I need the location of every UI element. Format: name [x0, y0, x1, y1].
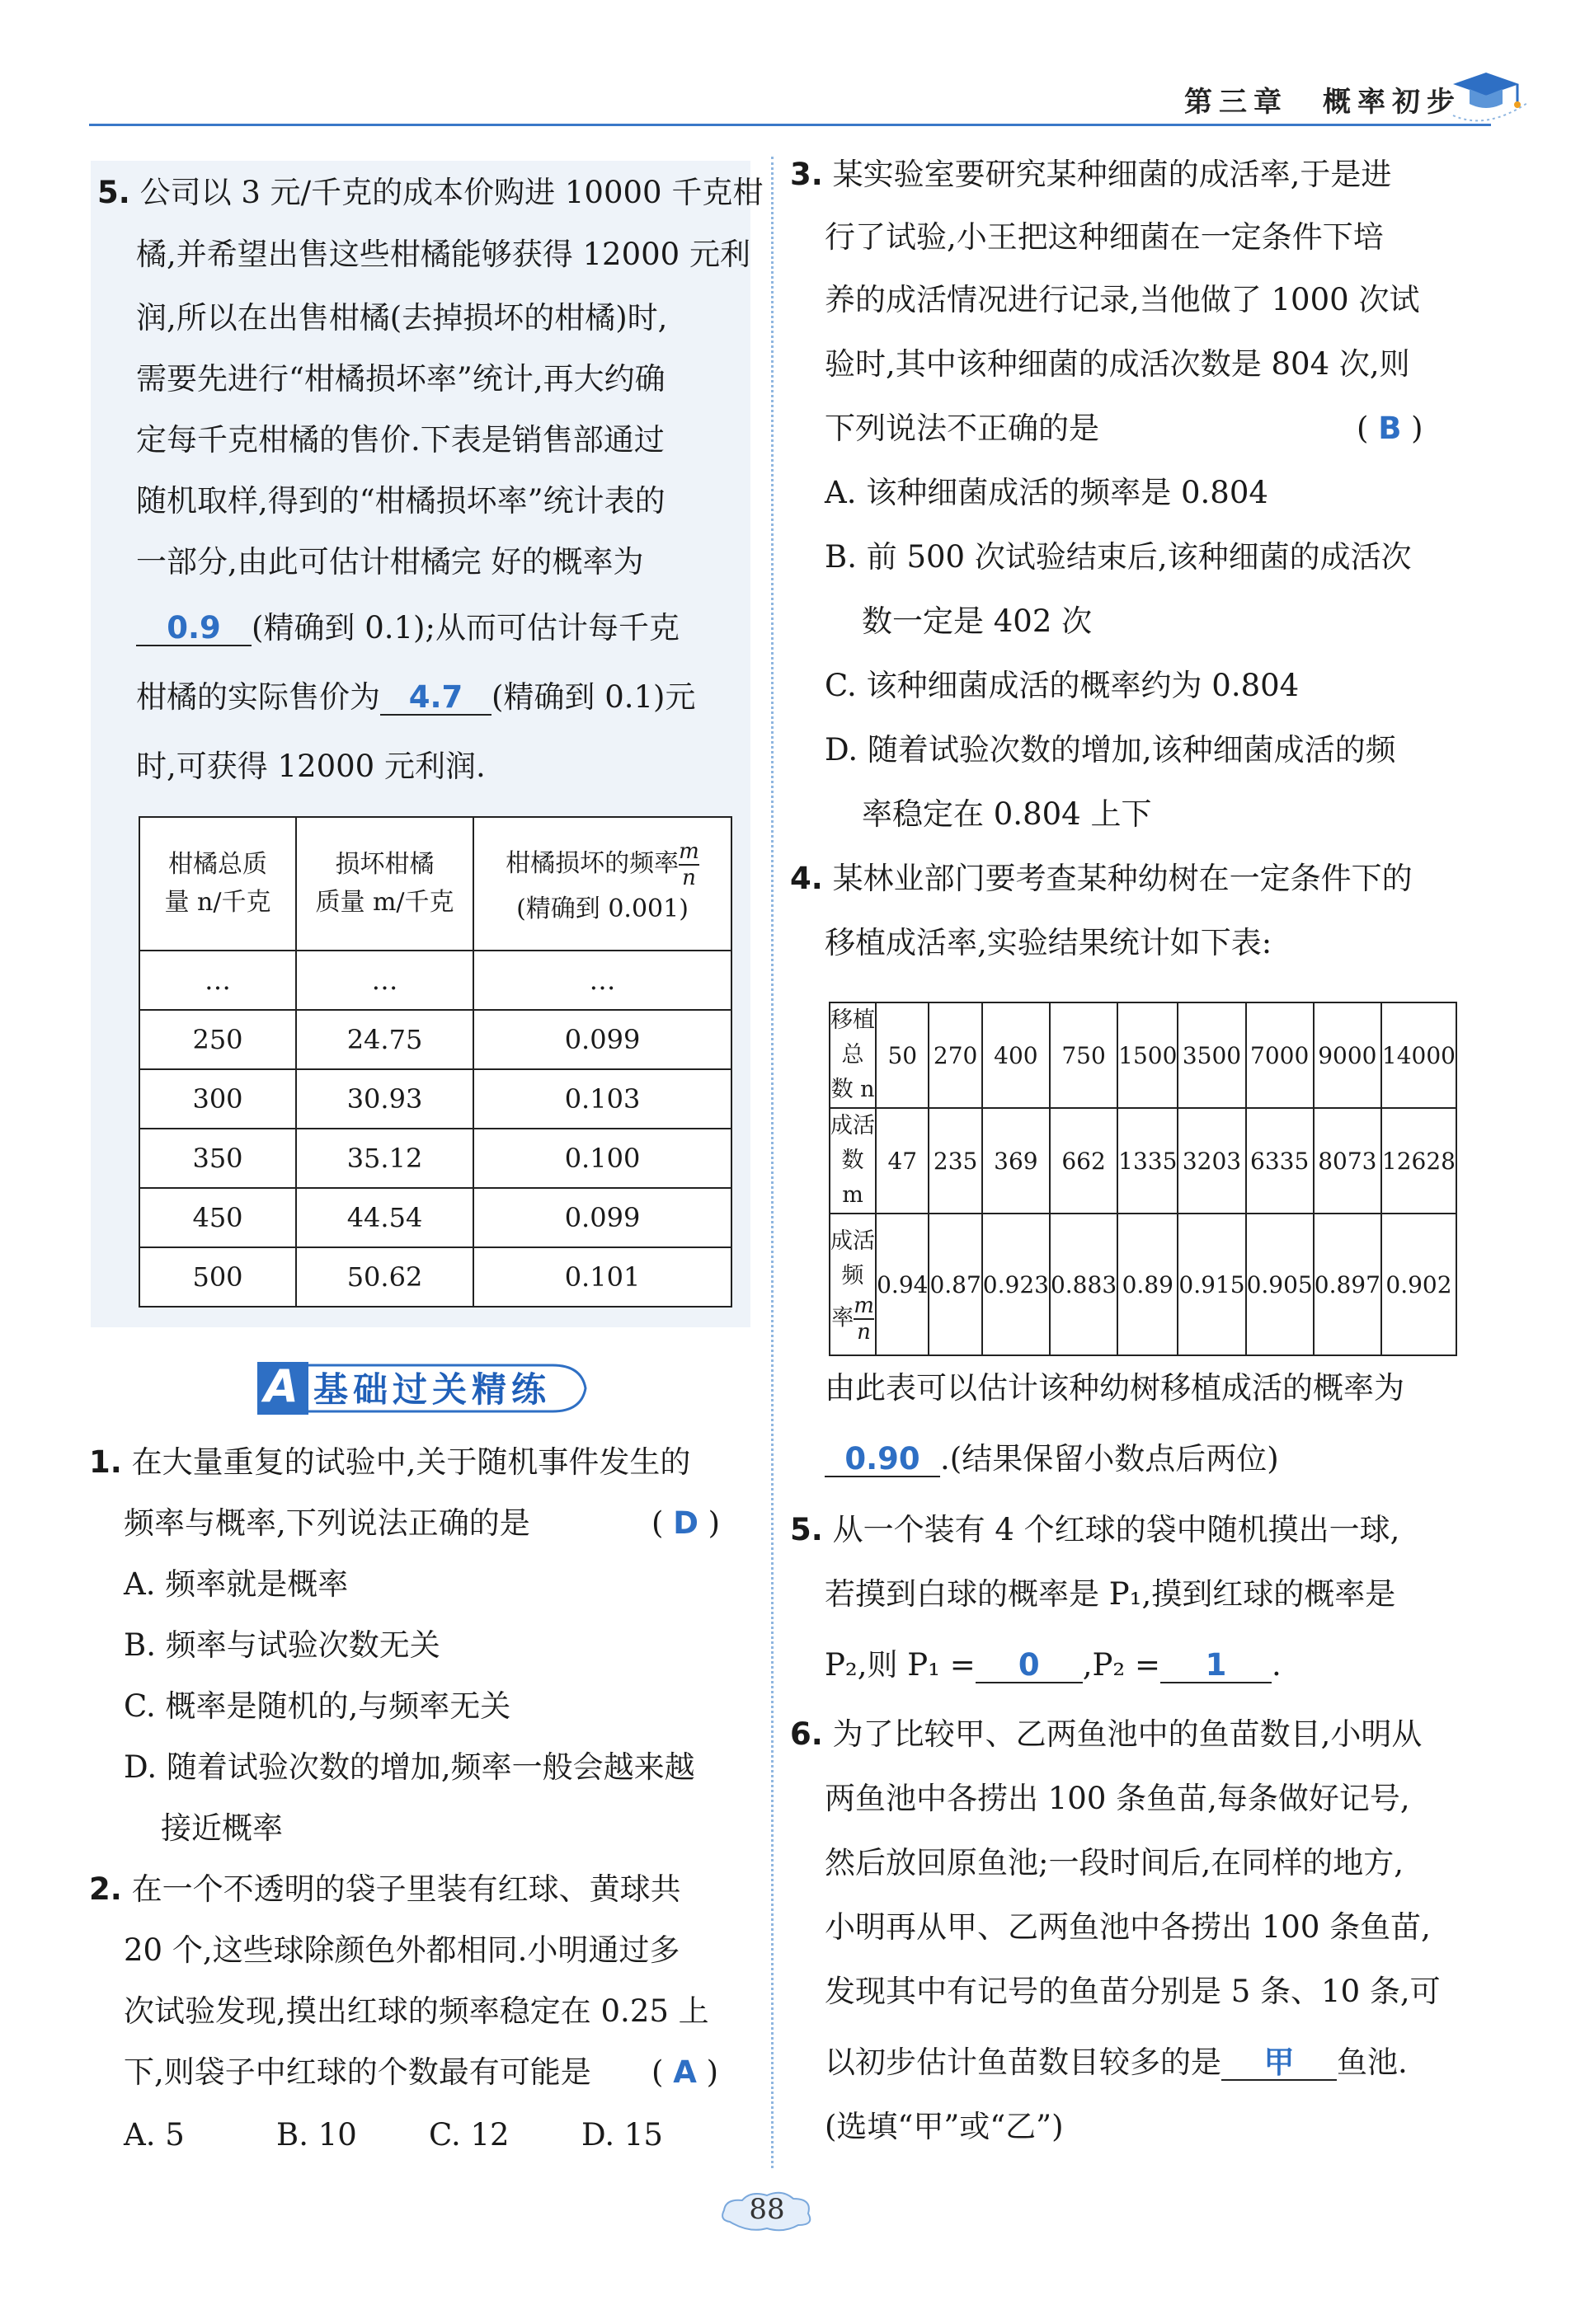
t1-header-n: 柑橘总质 量 n/千克	[139, 817, 296, 951]
b4-line-4: 0.90 .(结果保留小数点后两位)	[825, 1439, 1279, 1479]
b2-option-b: B. 10	[276, 2117, 357, 2153]
b2-option-d: D. 15	[581, 2117, 663, 2153]
section-letter: A	[264, 1360, 299, 1412]
q5-line-7: 一部分,由此可估计柑橘完 好的概率为	[136, 544, 644, 580]
header-rule	[89, 124, 1491, 126]
q5-line-4: 需要先进行“柑橘损坏率”统计,再大约确	[136, 361, 666, 397]
b4-answer: 0.90	[825, 1443, 940, 1477]
b1-option-b: B. 频率与试验次数无关	[124, 1627, 440, 1663]
b6-line-4: 小明再从甲、乙两鱼池中各捞出 100 条鱼苗,	[825, 1909, 1431, 1945]
section-title: 基础过关精练	[313, 1369, 552, 1410]
table-row: 500 50.62 0.101	[139, 1247, 731, 1307]
q5-answer-2: 4.7	[380, 681, 491, 716]
b1-line-2: 频率与概率,下列说法正确的是	[124, 1505, 530, 1541]
b3-line-3: 养的成活情况进行记录,当他做了 1000 次试	[825, 282, 1420, 317]
q5-line-6: 随机取样,得到的“柑橘损坏率”统计表的	[136, 483, 666, 519]
q5-line-3: 润,所以在出售柑橘(去掉损坏的柑橘)时,	[136, 300, 668, 336]
b2-line-4: 下,则袋子中红球的个数最有可能是	[124, 2054, 591, 2090]
b2-answer: ( A )	[651, 2054, 719, 2090]
b6-answer: 甲	[1221, 2046, 1337, 2081]
b4-line-3: 由此表可以估计该种幼树移植成活的概率为	[825, 1370, 1404, 1406]
q5-line-1: 5. 公司以 3 元/千克的成本价购进 10000 千克柑	[97, 175, 764, 210]
graduation-cap-icon	[1437, 58, 1536, 132]
q5-line-5: 定每千克柑橘的售价.下表是销售部通过	[136, 422, 665, 458]
b3-line-2: 行了试验,小王把这种细菌在一定条件下培	[825, 219, 1384, 255]
column-divider	[771, 157, 774, 2168]
b1-option-a: A. 频率就是概率	[124, 1566, 349, 1602]
b2-line-3: 次试验发现,摸出红球的频率稳定在 0.25 上	[124, 1993, 709, 2029]
b5-answer-1: 0	[976, 1649, 1083, 1683]
b3-option-a: A. 该种细菌成活的频率是 0.804	[825, 475, 1268, 510]
b4-line-2: 移植成活率,实验结果统计如下表:	[825, 925, 1272, 960]
b2-option-a: A. 5	[124, 2117, 185, 2153]
b1-option-d: D. 随着试验次数的增加,频率一般会越来越	[124, 1749, 695, 1785]
b5-line-3: P₂,则 P₁ = 0 ,P₂ = 1 .	[825, 1647, 1282, 1683]
b3-option-b-cont: 数一定是 402 次	[862, 603, 1093, 639]
q5-answer-1: 0.9	[136, 612, 252, 646]
table-row: 移植总 数 n 50 270 400 750 1500 3500 7000 9000 14000	[830, 1002, 1456, 1108]
b3-option-d-cont: 率稳定在 0.804 上下	[862, 796, 1152, 832]
b3-option-b: B. 前 500 次试验结束后,该种细菌的成活次	[825, 539, 1412, 575]
transplant-table	[829, 1002, 1457, 1356]
q5-line-8: 0.9 (精确到 0.1);从而可估计每千克	[136, 608, 680, 648]
table-row: 450 44.54 0.099	[139, 1188, 731, 1247]
table-row: 成活频 率 $\frac{m}{n}$ 0.94 0.87 0.923 0.883 0.89 0.915 0.905 0.897 0.902	[830, 1214, 1456, 1355]
b6-line-5: 发现其中有记号的鱼苗分别是 5 条、10 条,可	[825, 1974, 1441, 2009]
table-row: … … …	[139, 951, 731, 1010]
b6-line-3: 然后放回原鱼池;一段时间后,在同样的地方,	[825, 1845, 1404, 1880]
q5-line-9: 柑橘的实际售价为 4.7 (精确到 0.1)元	[136, 679, 696, 715]
b3-line-4: 验时,其中该种细菌的成活次数是 804 次,则	[825, 346, 1410, 382]
b3-line-1: 3. 某实验室要研究某种细菌的成活率,于是进	[790, 157, 1392, 192]
b6-line-6: 以初步估计鱼苗数目较多的是 甲 鱼池.	[825, 2045, 1408, 2080]
b1-line-1: 1. 在大量重复的试验中,关于随机事件发生的	[89, 1444, 691, 1480]
b5-answer-2: 1	[1160, 1649, 1272, 1683]
table-row: 350 35.12 0.100	[139, 1129, 731, 1188]
t1-header-freq: 柑橘损坏的频率 $\frac{m}{n}$ (精确到 0.001)	[473, 817, 731, 951]
b2-line-1: 2. 在一个不透明的袋子里装有红球、黄球共	[89, 1871, 681, 1907]
b3-option-c: C. 该种细菌成活的概率约为 0.804	[825, 668, 1300, 703]
b4-line-1: 4. 某林业部门要考查某种幼树在一定条件下的	[790, 861, 1413, 896]
page-number: 88	[749, 2193, 785, 2226]
b3-line-5: 下列说法不正确的是	[825, 411, 1099, 446]
orange-damage-table	[139, 816, 732, 1308]
b2-line-2: 20 个,这些球除颜色外都相同.小明通过多	[124, 1932, 680, 1968]
b5-line-2: 若摸到白球的概率是 P₁,摸到红球的概率是	[825, 1576, 1396, 1612]
b6-line-1: 6. 为了比较甲、乙两鱼池中的鱼苗数目,小明从	[790, 1716, 1423, 1752]
table-row: 250 24.75 0.099	[139, 1010, 731, 1069]
q5-line-2: 橘,并希望出售这些柑橘能够获得 12000 元利	[136, 237, 750, 272]
q5-line-10: 时,可获得 12000 元利润.	[136, 749, 486, 784]
b1-option-c: C. 概率是随机的,与频率无关	[124, 1688, 511, 1724]
b1-option-d-cont: 接近概率	[161, 1810, 283, 1846]
table-row: 成活 数 m 47 235 369 662 1335 3203 6335 8073 12628	[830, 1108, 1456, 1214]
t1-header-m: 损坏柑橘 质量 m/千克	[296, 817, 473, 951]
b2-option-c: C. 12	[429, 2117, 510, 2153]
b5-line-1: 5. 从一个装有 4 个红球的袋中随机摸出一球,	[790, 1512, 1400, 1547]
b3-answer: ( B )	[1357, 411, 1423, 446]
chapter-title: 第三章 概率初步	[1184, 86, 1461, 119]
b6-line-2: 两鱼池中各捞出 100 条鱼苗,每条做好记号,	[825, 1781, 1410, 1816]
b3-option-d: D. 随着试验次数的增加,该种细菌成活的频	[825, 732, 1396, 768]
b1-answer: ( D )	[651, 1505, 721, 1541]
table-row: 300 30.93 0.103	[139, 1069, 731, 1129]
b6-line-7: (选填“甲”或“乙”)	[825, 2109, 1064, 2144]
